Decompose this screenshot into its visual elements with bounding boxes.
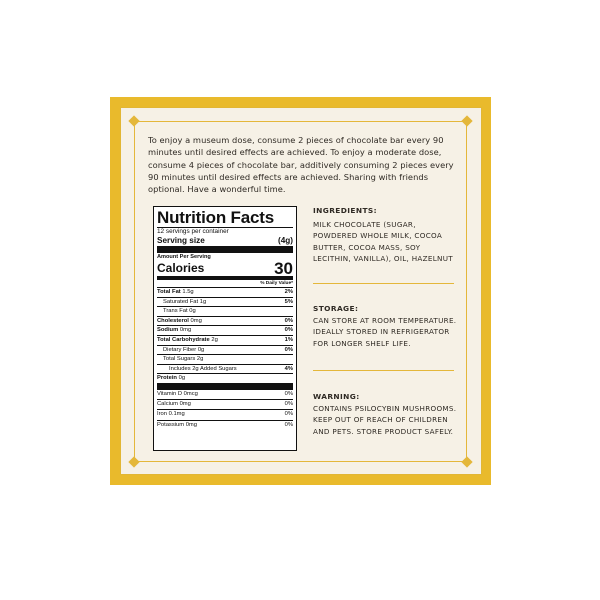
amount-per-serving: Amount Per Serving (157, 254, 211, 260)
nutrition-facts-label (153, 206, 297, 451)
warning-heading: WARNING: (313, 392, 360, 401)
nutrient-row (157, 297, 293, 307)
vitamin-amount: 0mg (179, 401, 191, 408)
vitamin-daily-value: 0% (284, 411, 293, 418)
vitamin-label: Potassium (157, 421, 185, 428)
vitamin-row (157, 390, 293, 399)
nutrient-amount: 0mg (190, 317, 202, 324)
nutrient-daily-value: 2% (284, 289, 293, 295)
nutrient-row (157, 345, 293, 355)
nutrient-daily-value: 0% (284, 317, 293, 324)
nutrient-rows (157, 287, 293, 383)
nutrient-amount: 0mg (179, 327, 192, 334)
vitamin-label: Calcium (157, 401, 178, 408)
warning-text: CONTAINS PSILOCYBIN MUSHROOMS. KEEP OUT OF REACH OF CHILDREN AND PETS. STORE PRODUCT SAFELY. (313, 404, 457, 436)
nutrient-daily-value: 4% (284, 365, 293, 372)
vitamin-daily-value: 0% (284, 390, 293, 397)
nutrient-amount: 2g (196, 356, 204, 363)
nutrient-row (157, 325, 293, 335)
nutrient-label: Dietary Fiber (163, 346, 197, 353)
nutrient-label: Sodium (157, 327, 179, 334)
nutrient-label: Protein (157, 375, 177, 382)
nutrient-row (157, 316, 293, 326)
vitamin-row (157, 420, 293, 430)
vitamin-daily-value: 0% (284, 421, 293, 428)
storage-heading: STORAGE: (313, 304, 359, 313)
serving-size: Serving size (4g) (157, 236, 293, 245)
daily-value-header: % Daily Value* (260, 281, 293, 286)
vitamin-row (157, 399, 293, 409)
storage-text: CAN STORE AT ROOM TEMPERATURE. IDEALLY STORED IN REFRIGERATOR FOR LONGER SHELF LIFE. (313, 316, 457, 348)
nutrient-row (157, 287, 293, 297)
nutrient-label: Total Sugars (163, 356, 196, 363)
nutrient-label: Saturated Fat (163, 298, 199, 305)
nutrient-label: Total Carbohydrate (157, 336, 210, 343)
nutrient-row (157, 306, 293, 316)
nutrient-row (157, 364, 293, 374)
vitamin-amount: 0.1mg (168, 411, 185, 418)
servings-per-container: 12 servings per container (157, 228, 229, 235)
vitamin-row (157, 409, 293, 419)
vitamin-daily-value: 0% (284, 401, 293, 408)
vitamin-amount: 0mg (185, 421, 197, 428)
nutrition-title: Nutrition Facts (157, 208, 274, 227)
ingredients-section (313, 206, 458, 265)
vitamin-label: Vitamin D (157, 390, 183, 397)
section-divider (313, 370, 454, 371)
section-divider (313, 283, 454, 284)
nutrient-label: Trans Fat (163, 308, 188, 315)
nutrient-daily-value: 5% (284, 298, 293, 305)
nutrient-row (157, 354, 293, 364)
dosage-instructions: To enjoy a museum dose, consume 2 pieces of chocolate bar every 90 minutes until desired effects are achieved. To enjoy a moderate dose, consume 4 pieces of chocolate bar, additively consuming 2 pieces every 90 minutes until desired effects are achieved. Sharing with friends optional. Have a wonderful time. (148, 135, 454, 195)
nutrient-amount: 0g (197, 346, 205, 353)
nutrient-label: Cholesterol (157, 317, 189, 324)
nutrient-row (157, 373, 293, 383)
nutrient-daily-value: 1% (284, 336, 293, 343)
calories-row: Calories 30 (157, 259, 293, 278)
ingredients-text: MILK CHOCOLATE (SUGAR, POWDERED WHOLE MILK, COCOA BUTTER, COCOA MASS, SOY LECITHIN, VANILLA), OIL, HAZELNUT (313, 220, 453, 264)
storage-section (313, 304, 458, 349)
nutrient-amount: 1.5g (182, 289, 194, 295)
warning-section (313, 392, 458, 437)
nutrient-label: Includes 2g Added Sugars (169, 365, 237, 372)
nutrient-daily-value: 0% (284, 346, 293, 353)
vitamin-rows (157, 390, 293, 430)
nutrient-row (157, 335, 293, 345)
nutrient-label: Total Fat (157, 289, 181, 295)
vitamin-amount: 0mcg (183, 390, 198, 397)
nutrient-daily-value: 0% (284, 327, 293, 334)
nutrient-amount: 1g (199, 298, 207, 305)
nutrient-amount: 0g (178, 375, 186, 382)
vitamin-label: Iron (157, 411, 167, 418)
nutrient-amount: 2g (211, 336, 218, 343)
ingredients-heading: INGREDIENTS: (313, 206, 377, 215)
nutrient-amount: 0g (189, 308, 196, 315)
